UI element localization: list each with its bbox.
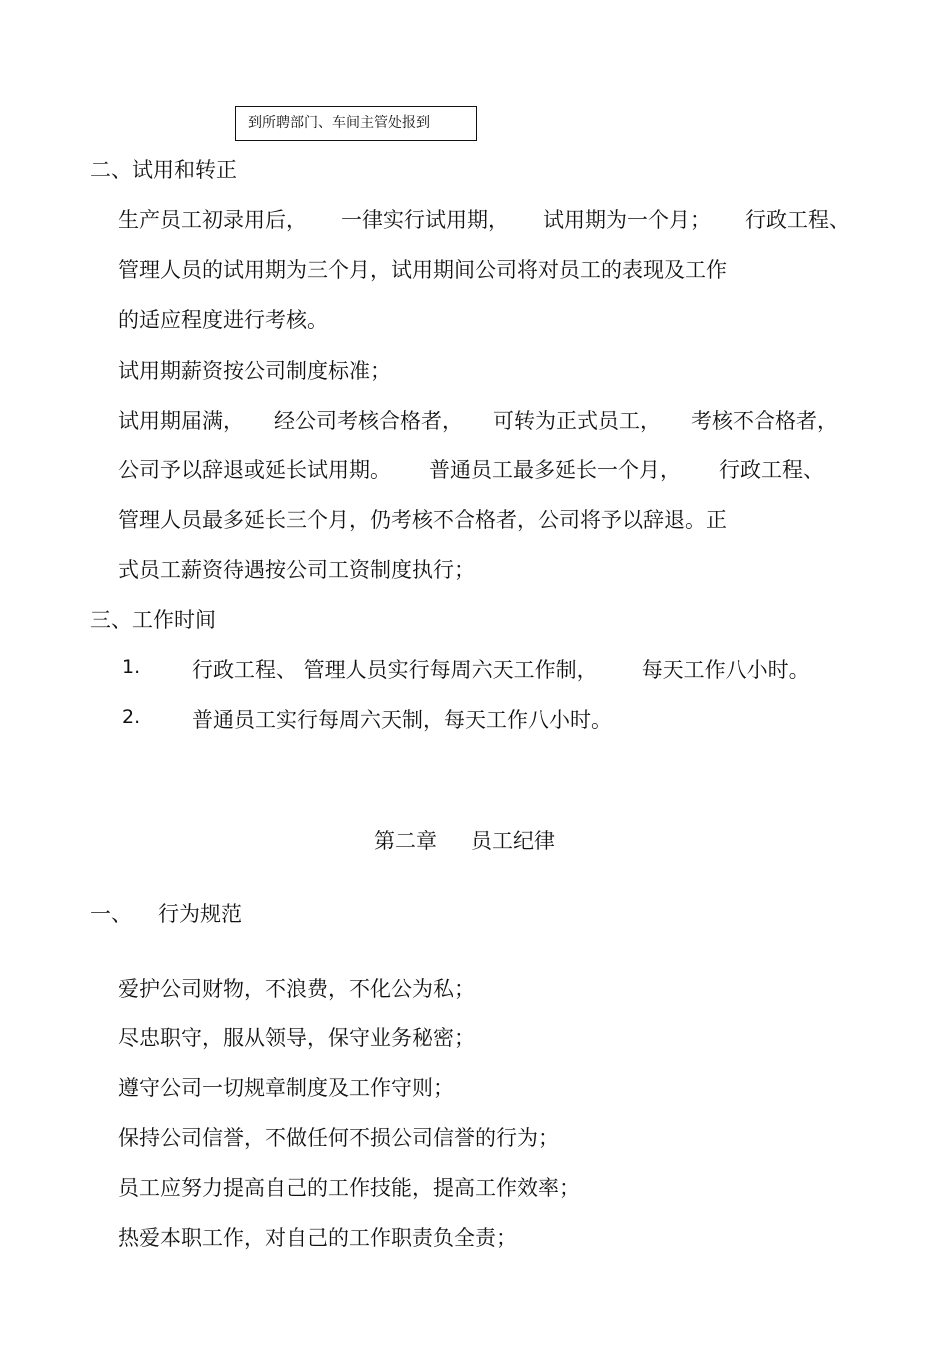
paragraph-line (118, 204, 850, 234)
list-item (192, 704, 612, 734)
text-segment: 行政工程、 (719, 458, 824, 482)
chapter-title (374, 825, 555, 855)
text-segment: 一律实行试用期， (341, 208, 509, 232)
heading-text: 行为规范 (158, 902, 242, 926)
text-segment: 管理人员最多延长三个月，仍考核不合格者，公司将予以辞退。正 (118, 508, 727, 532)
text-segment: 行政工程、 (745, 208, 850, 232)
paragraph-line (118, 554, 475, 584)
section-heading-conduct (90, 898, 242, 928)
chapter-number: 第二章 (374, 829, 437, 853)
rule-line: 热爱本职工作，对自己的工作职责负全责； (118, 1226, 517, 1250)
text-segment: 试用期届满， (118, 409, 244, 433)
paragraph-line (118, 504, 727, 534)
paragraph-line (118, 304, 328, 334)
paragraph-line (118, 405, 838, 435)
text-segment: 普通员工实行每周六天制，每天工作八小时。 (192, 708, 612, 732)
text-segment: 经公司考核合格者， (274, 409, 463, 433)
section-heading-probation: 二、试用和转正 (90, 158, 237, 182)
text-segment: 考核不合格者， (691, 409, 838, 433)
rule-line: 爱护公司财物，不浪费，不化公为私； (118, 977, 475, 1001)
list-item-number: 1. (122, 656, 141, 678)
text-segment: 普通员工最多延长一个月， (429, 458, 681, 482)
chapter-name: 员工纪律 (471, 829, 555, 853)
text-segment: 行政工程、 管理人员实行每周六天工作制， (192, 658, 598, 682)
flow-box-text: 到所聘部门、车间主管处报到 (248, 115, 430, 131)
paragraph-line (118, 254, 727, 284)
rule-line: 遵守公司一切规章制度及工作守则； (118, 1076, 454, 1100)
text-segment: 式员工薪资待遇按公司工资制度执行； (118, 558, 475, 582)
list-item (192, 654, 810, 684)
paragraph-line (118, 355, 391, 385)
heading-number: 一、 (90, 902, 132, 926)
text-segment: 可转为正式员工， (493, 409, 661, 433)
rule-line: 尽忠职守，服从领导，保守业务秘密； (118, 1026, 475, 1050)
section-heading-work-hours: 三、工作时间 (90, 608, 216, 632)
text-segment: 生产员工初录用后， (118, 208, 307, 232)
rule-line: 员工应努力提高自己的工作技能，提高工作效率； (118, 1176, 580, 1200)
text-segment: 试用期为一个月； (543, 208, 711, 232)
text-segment: 管理人员的试用期为三个月，试用期间公司将对员工的表现及工作 (118, 258, 727, 282)
flow-box (235, 106, 477, 141)
text-segment: 公司予以辞退或延长试用期。 (118, 458, 391, 482)
rule-line: 保持公司信誉，不做任何不损公司信誉的行为； (118, 1126, 559, 1150)
text-segment: 试用期薪资按公司制度标准； (118, 359, 391, 383)
list-item-number: 2. (122, 706, 141, 728)
text-segment: 的适应程度进行考核。 (118, 308, 328, 332)
paragraph-line (118, 454, 824, 484)
text-segment: 每天工作八小时。 (641, 658, 810, 682)
